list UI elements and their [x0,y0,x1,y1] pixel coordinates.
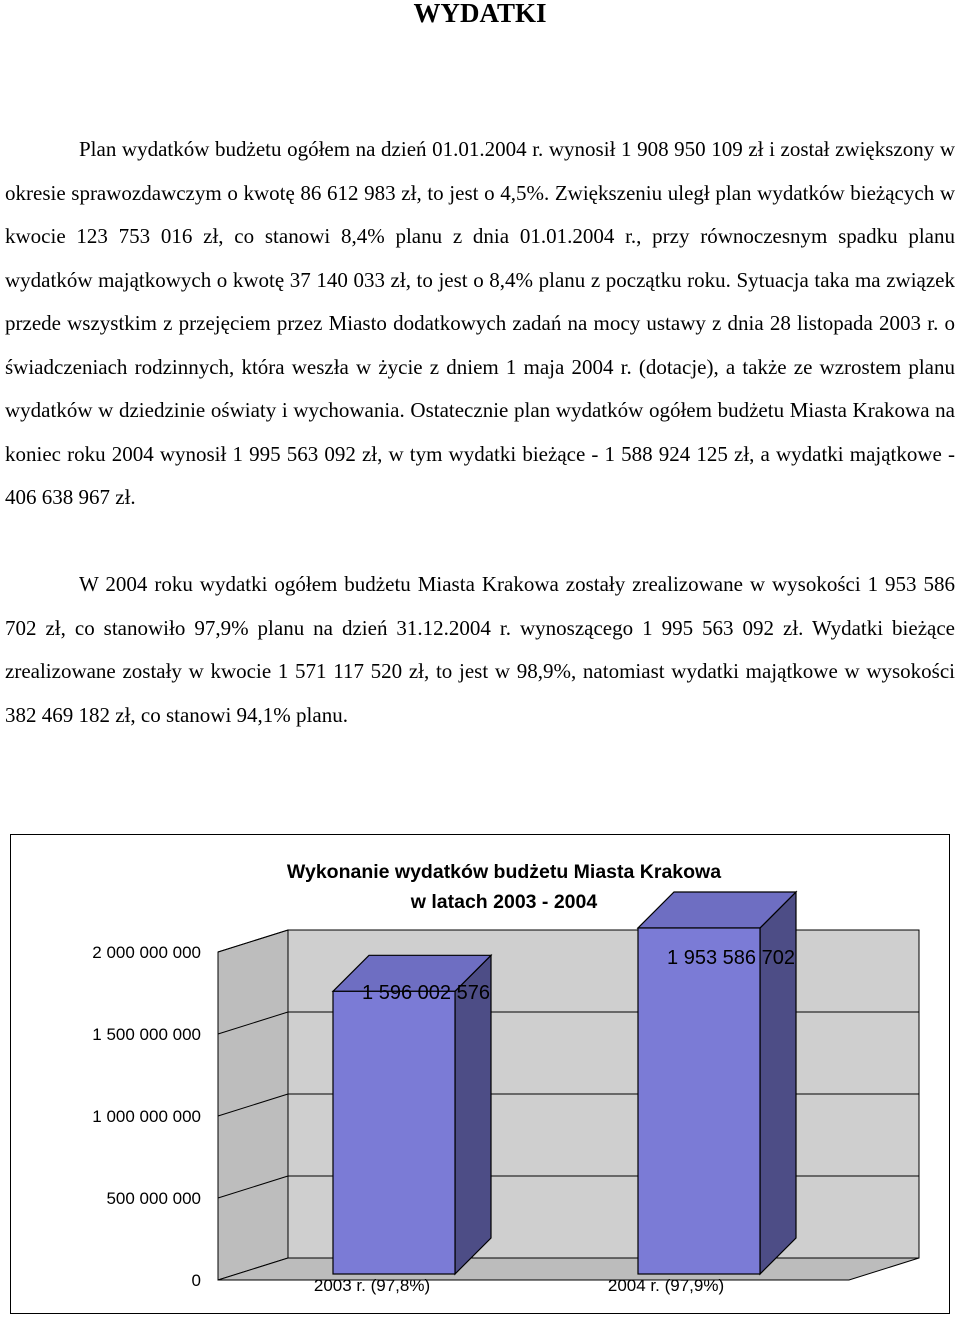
bar-value-label: 1 953 586 702 [667,947,795,969]
chart-frame [10,834,950,1314]
x-category-label: 2003 r. (97,8%) [313,1276,431,1295]
y-tick-label: 500 000 000 [106,1189,201,1208]
chart-walls [218,930,919,1280]
page-title: WYDATKI [413,0,547,28]
paragraph-plan: Plan wydatków budżetu ogółem na dzień 01.01.2004 r. wynosił 1 908 950 109 zł i został zwiększony w okresie sprawozdawczym o kwotę 86 612 983 zł, to jest o 4,5%. Zwiększeniu uległ plan wydatków bieżących w kwocie 123 753 016 zł, co stanowi 8,4% planu z dnia 01.01.2004 r., przy równoczesnym spadku planu wydatków majątkowych o kwotę 37 140 033 zł, to jest o 8,4% planu z początku roku. Sytuacja taka ma związek przede wszystkim z przejęciem przez Miasto dodatkowych zadań na mocy ustawy z dnia 28 listopada 2003 r. o świadczeniach rodzinnych, która weszła w życie z dniem 1 maja 2004 r. (dotacje), a także ze wzrostem planu wydatków w dziedzinie oświaty i wychowania. Ostatecznie plan wydatków ogółem budżetu Miasta Krakowa na koniec roku 2004 wynosił 1 995 563 092 zł, w tym wydatki bieżące - 1 588 924 125 zł, a wydatki majątkowe - 406 638 967 zł. [5,137,955,509]
y-tick-label: 1 000 000 000 [92,1107,201,1126]
y-tick-label: 2 000 000 000 [92,943,201,962]
y-axis-tick-labels [92,943,201,1290]
chart-title-line: w latach 2003 - 2004 [410,891,598,913]
bar-value-label: 1 596 002 576 [362,982,490,1004]
y-tick-label: 1 500 000 000 [92,1025,201,1044]
paragraph-execution: W 2004 roku wydatki ogółem budżetu Miasta Krakowa zostały zrealizowane w wysokości 1 953 586 702 zł, co stanowiło 97,9% planu na dzień 31.12.2004 r. wynoszącego 1 995 563 092 zł. Wydatki bieżące zrealizowane zostały w kwocie 1 571 117 520 zł, to jest w 98,9%, natomiast wydatki majątkowe w wysokości 382 469 182 zł, co stanowi 94,1% planu. [5,572,955,727]
bar [638,928,760,1274]
expenditure-bar-chart [11,835,949,1313]
chart-title [287,861,721,913]
chart-title-line: Wykonanie wydatków budżetu Miasta Krakowa [286,861,722,883]
bar [333,991,455,1274]
y-tick-label: 0 [191,1271,201,1290]
x-category-label: 2004 r. (97,9%) [607,1276,725,1295]
